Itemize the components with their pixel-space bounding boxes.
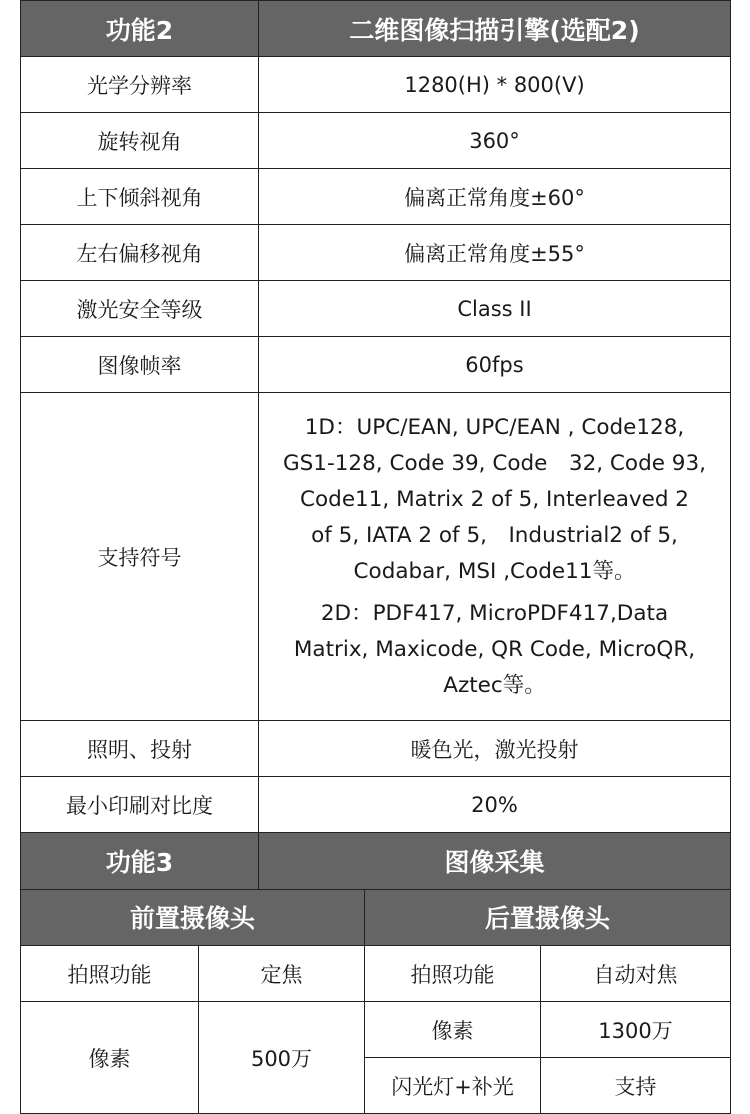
table-row bbox=[21, 225, 731, 281]
row-label: 图像帧率 bbox=[21, 337, 259, 393]
row-value: 暖色光，激光投射 bbox=[259, 721, 731, 777]
table-row bbox=[21, 721, 731, 777]
function2-header-label: 功能2 bbox=[21, 1, 259, 57]
table-row bbox=[21, 1002, 731, 1058]
spec-table-function3-header bbox=[20, 833, 731, 890]
row-value: 360° bbox=[259, 113, 731, 169]
row-label: 旋转视角 bbox=[21, 113, 259, 169]
symbols-2d-paragraph bbox=[269, 596, 720, 704]
camera-table bbox=[20, 890, 731, 1114]
function3-header-label: 功能3 bbox=[21, 833, 259, 889]
symbols-1d-line: GS1-128, Code 39, Code 32, Code 93, bbox=[283, 451, 706, 476]
row-value: Class II bbox=[259, 281, 731, 337]
table-row bbox=[21, 169, 731, 225]
symbols-1d-line: of 5, IATA 2 of 5, Industrial2 of 5, bbox=[311, 523, 678, 548]
rear-focus-value: 自动对焦 bbox=[541, 946, 731, 1002]
symbols-2d-line: Matrix, Maxicode, QR Code, MicroQR, bbox=[294, 637, 695, 662]
front-pixel-label: 像素 bbox=[21, 1002, 199, 1114]
row-value: 1280(H) * 800(V) bbox=[259, 57, 731, 113]
supported-symbols-row bbox=[21, 393, 731, 721]
row-label: 光学分辨率 bbox=[21, 57, 259, 113]
rear-camera-title: 后置摄像头 bbox=[365, 890, 731, 946]
symbols-2d-line: Aztec等。 bbox=[443, 673, 545, 698]
front-focus-label: 拍照功能 bbox=[21, 946, 199, 1002]
row-label: 照明、投射 bbox=[21, 721, 259, 777]
function2-header-value: 二维图像扫描引擎(选配2) bbox=[259, 1, 731, 57]
front-pixel-value: 500万 bbox=[199, 1002, 365, 1114]
table-row bbox=[21, 57, 731, 113]
function3-header-row bbox=[21, 833, 731, 889]
table-row bbox=[21, 113, 731, 169]
spec-table-function2 bbox=[20, 0, 731, 833]
function3-header-value: 图像采集 bbox=[259, 833, 731, 889]
row-value: 偏离正常角度±55° bbox=[259, 225, 731, 281]
row-label: 上下倾斜视角 bbox=[21, 169, 259, 225]
table-row bbox=[21, 777, 731, 833]
front-focus-value: 定焦 bbox=[199, 946, 365, 1002]
symbols-1d-paragraph bbox=[269, 410, 720, 590]
camera-header-row bbox=[21, 890, 731, 946]
row-label: 激光安全等级 bbox=[21, 281, 259, 337]
table-row bbox=[21, 281, 731, 337]
row-value: 20% bbox=[259, 777, 731, 833]
row-value: 偏离正常角度±60° bbox=[259, 169, 731, 225]
symbols-1d-line: 1D：UPC/EAN, UPC/EAN , Code128, bbox=[305, 415, 684, 440]
table-row bbox=[21, 946, 731, 1002]
spec-sheet bbox=[20, 0, 730, 1114]
supported-symbols-label: 支持符号 bbox=[21, 393, 259, 721]
row-value: 60fps bbox=[259, 337, 731, 393]
row-label: 最小印刷对比度 bbox=[21, 777, 259, 833]
rear-flash-value: 支持 bbox=[541, 1058, 731, 1114]
supported-symbols-value bbox=[259, 393, 731, 721]
table-row bbox=[21, 337, 731, 393]
front-camera-title: 前置摄像头 bbox=[21, 890, 365, 946]
rear-pixel-value: 1300万 bbox=[541, 1002, 731, 1058]
rear-focus-label: 拍照功能 bbox=[365, 946, 541, 1002]
row-label: 左右偏移视角 bbox=[21, 225, 259, 281]
symbols-1d-line: Codabar, MSI ,Code11等。 bbox=[354, 559, 636, 584]
symbols-2d-line: 2D：PDF417, MicroPDF417,Data bbox=[321, 601, 668, 626]
rear-flash-label: 闪光灯+补光 bbox=[365, 1058, 541, 1114]
rear-pixel-label: 像素 bbox=[365, 1002, 541, 1058]
symbols-1d-line: Code11, Matrix 2 of 5, Interleaved 2 bbox=[300, 487, 689, 512]
function2-header-row bbox=[21, 1, 731, 57]
